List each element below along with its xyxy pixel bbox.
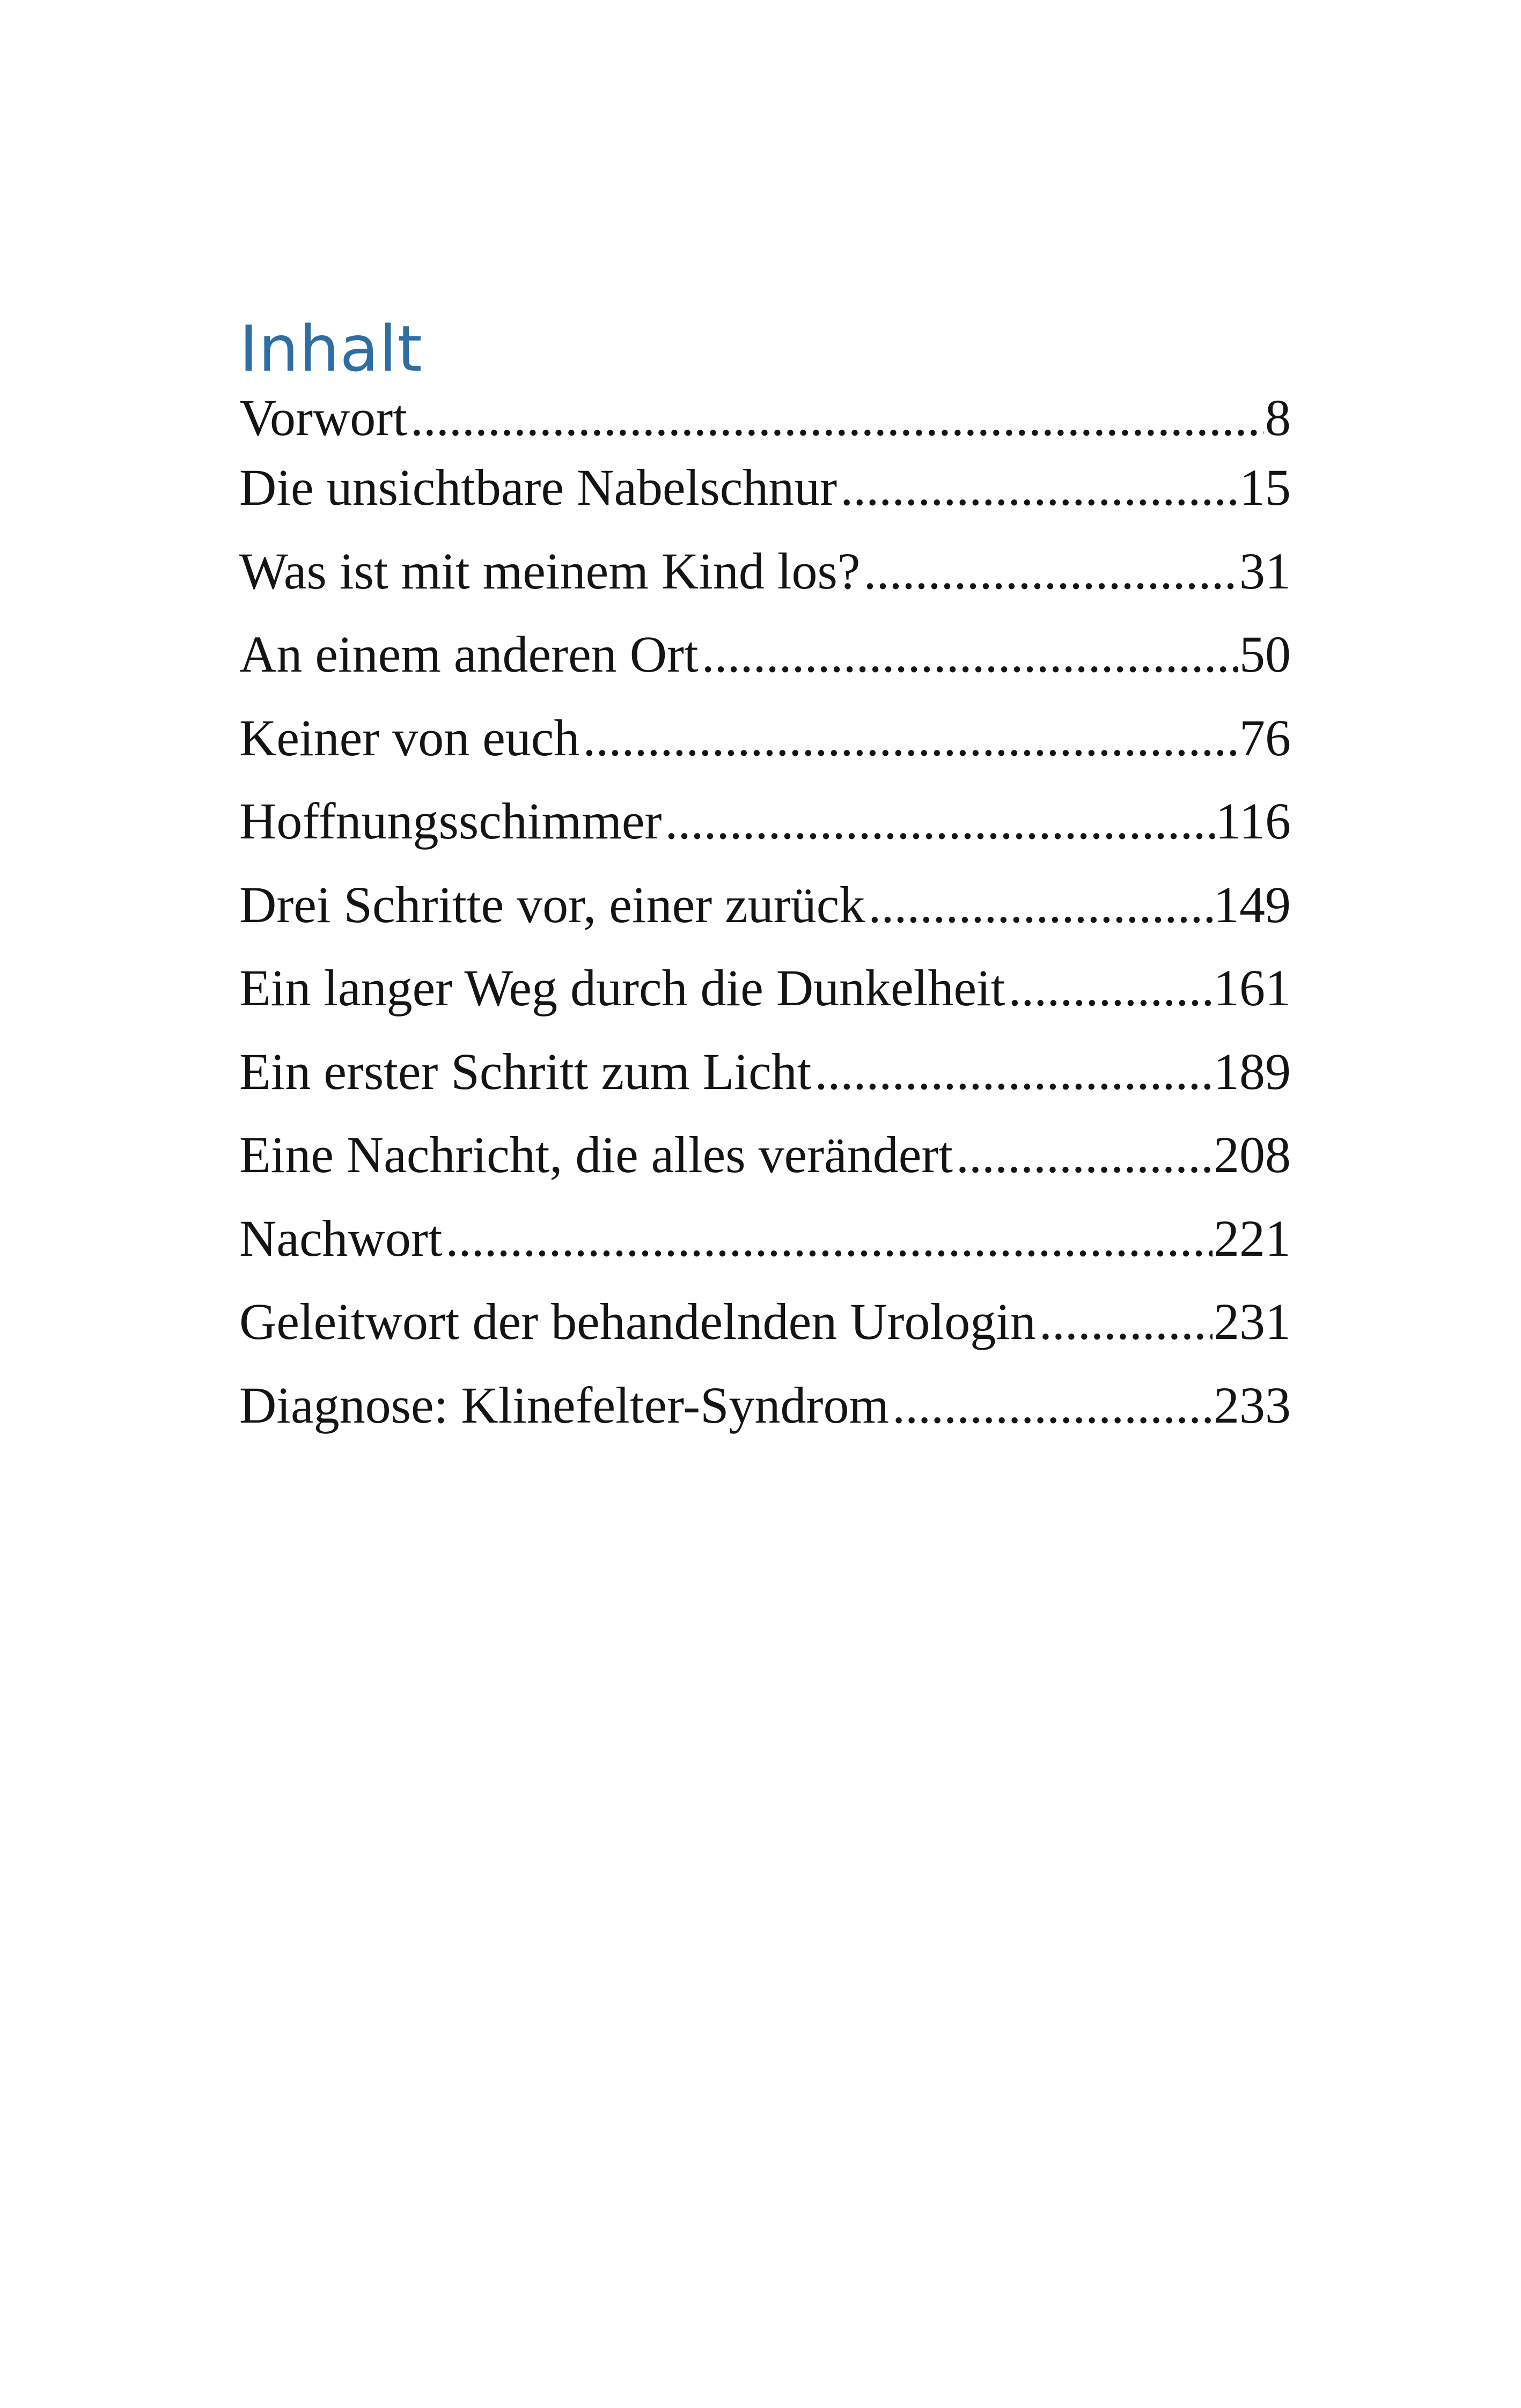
toc-entry: [239, 1292, 1291, 1375]
toc-entry: [239, 624, 1291, 708]
toc-entry: [239, 958, 1291, 1042]
table-of-contents: [239, 314, 1291, 1459]
dot-leader: [892, 1375, 1213, 1435]
toc-entry-label: Diagnose: Klinefelter-Syndrom: [239, 1376, 890, 1434]
dot-leader: [1008, 958, 1213, 1018]
toc-entry: [239, 388, 1291, 458]
toc-entry-label: Eine Nachricht, die alles verändert: [239, 1126, 953, 1183]
toc-entry-page: 231: [1214, 1293, 1291, 1350]
dot-leader: [665, 791, 1214, 851]
toc-entry-page: 31: [1239, 542, 1291, 600]
toc-entry-page: 189: [1214, 1042, 1291, 1100]
toc-entry-label: Keiner von euch: [239, 709, 580, 767]
dot-leader: [863, 541, 1238, 601]
toc-entry: [239, 1042, 1291, 1125]
dot-leader: [1039, 1292, 1213, 1351]
toc-entry-label: Ein langer Weg durch die Dunkelheit: [239, 959, 1005, 1017]
dot-leader: [702, 624, 1238, 684]
dot-leader: [410, 388, 1264, 447]
toc-entry: [239, 791, 1291, 875]
toc-title: Inhalt: [239, 312, 423, 386]
dot-leader: [814, 1042, 1213, 1101]
toc-entry: [239, 458, 1291, 541]
toc-entry-page: 76: [1239, 709, 1291, 767]
toc-entry-page: 233: [1214, 1376, 1291, 1434]
toc-entry: [239, 708, 1291, 792]
toc-entry: [239, 1125, 1291, 1209]
toc-entry-page: 149: [1214, 875, 1291, 933]
toc-list: [239, 388, 1291, 1459]
toc-entry-label: Ein erster Schritt zum Licht: [239, 1042, 812, 1100]
toc-entry-page: 50: [1239, 625, 1291, 683]
dot-leader: [446, 1209, 1213, 1268]
toc-entry-label: Geleitwort der behandelnden Urologin: [239, 1293, 1036, 1350]
toc-entry: [239, 875, 1291, 959]
toc-entry: [239, 541, 1291, 625]
toc-entry-page: 8: [1265, 389, 1291, 446]
toc-entry-page: 116: [1215, 792, 1291, 850]
toc-entry-label: Nachwort: [239, 1209, 443, 1267]
toc-entry-label: Die unsichtbare Nabelschnur: [239, 459, 837, 516]
dot-leader: [868, 875, 1213, 934]
dot-leader: [956, 1125, 1213, 1184]
toc-entry-label: Was ist mit meinem Kind los?: [239, 542, 861, 600]
toc-entry-label: An einem anderen Ort: [239, 625, 699, 683]
dot-leader: [583, 708, 1238, 768]
toc-entry-label: Drei Schritte vor, einer zurück: [239, 875, 865, 933]
toc-entry-page: 161: [1214, 959, 1291, 1017]
toc-entry: [239, 1209, 1291, 1292]
dot-leader: [840, 458, 1238, 517]
toc-entry-label: Vorwort: [239, 389, 407, 446]
toc-entry-page: 208: [1214, 1126, 1291, 1183]
toc-entry-label: Hoffnungsschimmer: [239, 792, 662, 850]
toc-entry-page: 15: [1239, 459, 1291, 516]
toc-entry-page: 221: [1214, 1209, 1291, 1267]
toc-entry: [239, 1375, 1291, 1459]
